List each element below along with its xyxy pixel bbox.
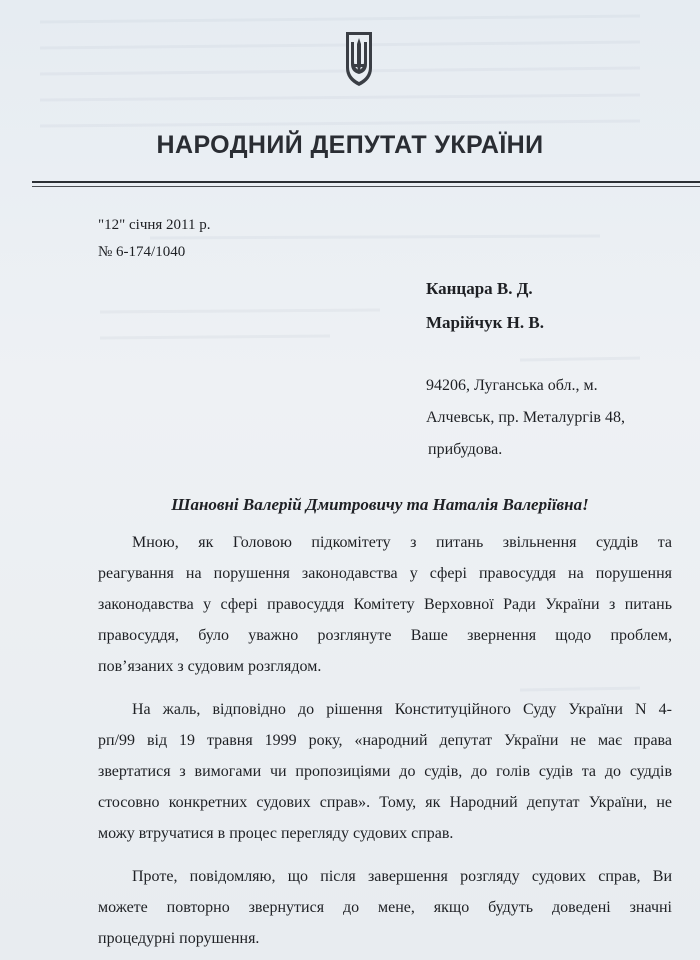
text-line: реагування на порушення законодавства у сфері правосуддя на порушення bbox=[98, 565, 672, 582]
salutation: Шановні Валерій Дмитровичу та Наталія Валеріївна! bbox=[171, 495, 589, 514]
text-line: правосуддя, було уважно розглянуте Ваше звернення щодо проблем, bbox=[98, 627, 672, 644]
text-line: стосовно конкретних судових справ». Тому, як Народний депутат України, не bbox=[98, 794, 672, 811]
letter-number: № 6-174/1040 bbox=[98, 244, 186, 260]
trident-emblem-icon bbox=[340, 28, 378, 88]
text-line: звертатися з вимогами чи пропозиціями до судів, до голів судів та до суддів bbox=[98, 763, 672, 780]
text-line: законодавства у сфері правосуддя Комітету Верховної Ради України з питань bbox=[98, 596, 672, 613]
text-line: рп/99 від 19 травня 1999 року, «народний депутат України не має права bbox=[98, 732, 672, 749]
recipient-name-1: Канцара В. Д. bbox=[426, 279, 533, 298]
text-line: Мною, як Головою підкомітету з питань звільнення суддів та bbox=[132, 534, 672, 551]
recipient-name-2: Марійчук Н. В. bbox=[426, 313, 544, 332]
text-line: можу втручатися в процес перегляду судових справ. bbox=[98, 825, 454, 842]
letter-date: "12" січня 2011 р. bbox=[98, 217, 211, 233]
text-line: процедурні порушення. bbox=[98, 930, 260, 947]
address-line-1: 94206, Луганська обл., м. bbox=[426, 377, 598, 394]
text-line: Проте, повідомляю, що після завершення розгляду судових справ, Ви bbox=[132, 868, 672, 885]
address-line-2: Алчевськ, пр. Металургів 48, bbox=[426, 409, 625, 426]
address-line-3: прибудова. bbox=[428, 441, 503, 458]
letterhead-rule-thin bbox=[32, 186, 700, 187]
letterhead-title: НАРОДНИЙ ДЕПУТАТ УКРАЇНИ bbox=[156, 131, 544, 159]
letterhead-rule bbox=[32, 181, 700, 183]
text-line: На жаль, відповідно до рішення Конституційного Суду України N 4- bbox=[132, 701, 672, 718]
text-line: пов’язаних з судовим розглядом. bbox=[98, 658, 322, 675]
text-line: можете повторно звернутися до мене, якщо будуть доведені значні bbox=[98, 899, 672, 916]
